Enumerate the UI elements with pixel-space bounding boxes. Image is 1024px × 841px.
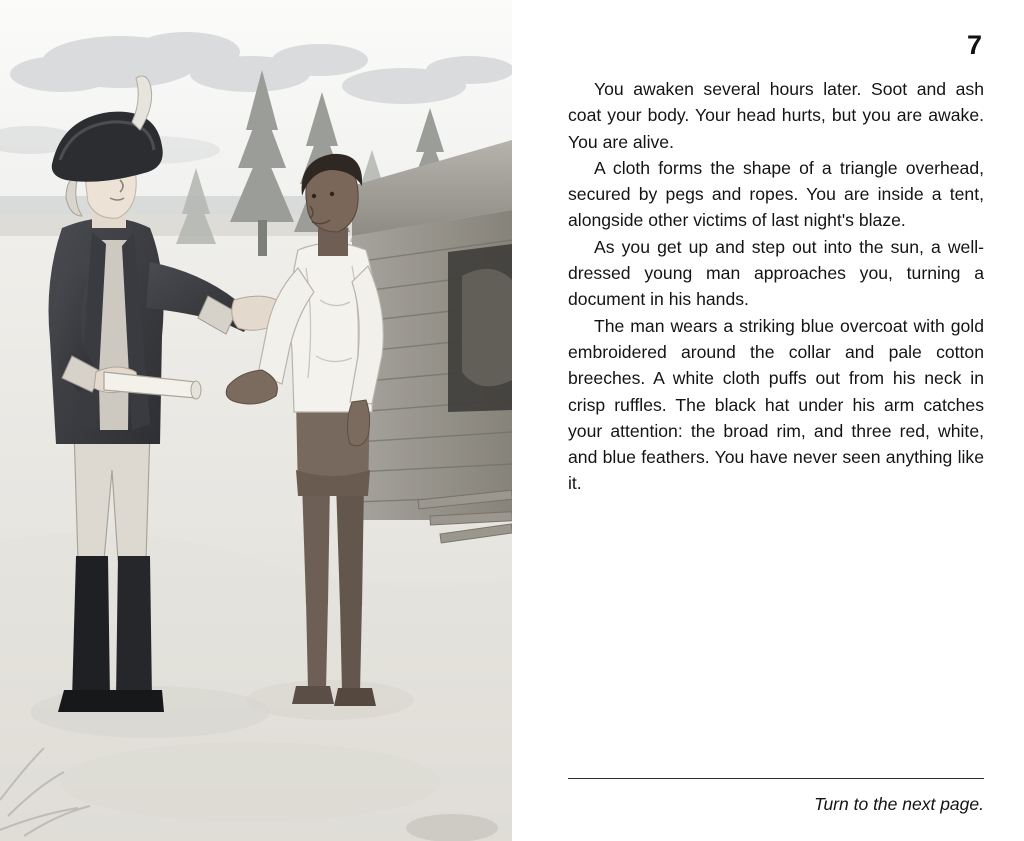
text-page: [512, 0, 1024, 841]
footer-divider: [568, 778, 984, 779]
paragraph-1: You awaken several hours later. Soot and ash coat your body. Your head hurts, but you are awake. You are alive.: [568, 79, 984, 152]
paragraph-2: A cloth forms the shape of a triangle overhead, secured by pegs and ropes. You are inside a tent, alongside other victims of last night's blaze.: [568, 157, 984, 231]
page-number: 7: [966, 30, 982, 60]
turn-to-next-page-note: Turn to the next page.: [814, 794, 984, 814]
paragraph-3: As you get up and step out into the sun, a well-dressed young man approaches you, turning a document in his hands.: [568, 236, 984, 310]
body-text: [568, 76, 984, 497]
paragraph-4: The man wears a striking blue overcoat with gold embroidered around the collar and pale cotton breeches. A white cloth puffs out from his neck in crisp ruffles. The black hat under his arm catches your attention: the broad rim, and three red, white, and blue feathers. You have never seen anything like it.: [568, 315, 984, 494]
